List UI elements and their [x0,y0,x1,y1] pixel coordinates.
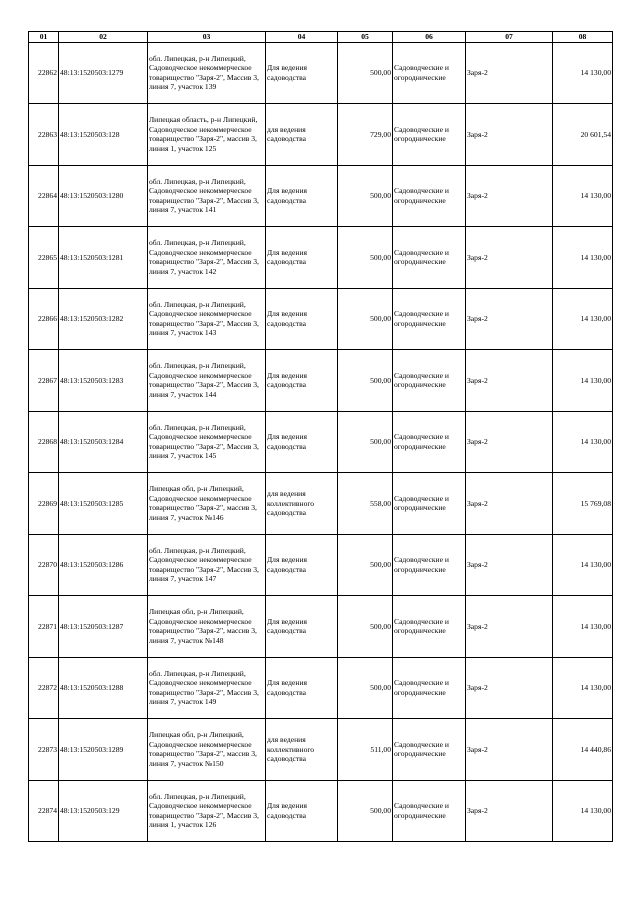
cell-area: 511,00 [338,719,393,781]
cell-locality: Заря-2 [466,534,553,596]
cell-record-id: 22873 [29,719,59,781]
cell-land-category: Садоводческие и огороднические [393,473,466,535]
cell-area: 500,00 [338,288,393,350]
cell-permitted-use: Для ведения садоводства [266,780,338,842]
column-header-06: 06 [393,32,466,43]
cell-permitted-use: Для ведения садоводства [266,596,338,658]
cell-permitted-use: Для ведения садоводства [266,165,338,227]
cell-locality: Заря-2 [466,473,553,535]
cell-locality: Заря-2 [466,288,553,350]
address-text: обл. Липецкая, р-н Липецкий, Садоводческое некоммерческое товарищество "Заря-2", Массив 3, линия 7, участок 145 [149,422,259,461]
cell-address [148,719,266,781]
cell-address [148,780,266,842]
table-row [29,42,613,104]
cell-permitted-use: для ведения садоводства [266,104,338,166]
table-header [29,32,613,43]
address-text: Липецкая обл, р-н Липецкий, Садоводческое некоммерческое товарищество "Заря-2", массив 3, линия 7, участок №146 [149,484,257,522]
cell-cadastral-value: 14 130,00 [553,227,613,289]
cell-cadastral-value: 20 601,54 [553,104,613,166]
header-row [29,32,613,43]
cell-area: 500,00 [338,411,393,473]
cell-cadastral-number: 48:13:1520503:1284 [59,411,148,473]
cell-locality: Заря-2 [466,657,553,719]
cell-locality: Заря-2 [466,411,553,473]
cell-land-category: Садоводческие и огороднические [393,534,466,596]
table-row [29,657,613,719]
column-header-01: 01 [29,32,59,43]
cell-locality: Заря-2 [466,596,553,658]
column-header-07: 07 [466,32,553,43]
cell-land-category: Садоводческие и огороднические [393,780,466,842]
cell-land-category: Садоводческие и огороднические [393,657,466,719]
cell-area: 500,00 [338,534,393,596]
table-row [29,227,613,289]
cell-address [148,165,266,227]
cell-area: 558,00 [338,473,393,535]
cell-permitted-use: Для ведения садоводства [266,657,338,719]
cell-cadastral-number: 48:13:1520503:1281 [59,227,148,289]
cell-area: 500,00 [338,780,393,842]
cell-land-category: Садоводческие и огороднические [393,288,466,350]
address-text: обл. Липецкая, р-н Липецкий, Садоводческое некоммерческое товарищество "Заря-2", Массив 3, линия 7, участок 141 [149,176,259,215]
cell-address [148,411,266,473]
address-text: обл. Липецкая, р-н Липецкий, Садоводческое некоммерческое товарищество "Заря-2", Массив 3, линия 7, участок 142 [149,238,259,276]
address-text: обл. Липецкая, р-н Липецкий, Садоводческое некоммерческое товарищество "Заря-2", Массив 3, линия 7, участок 149 [149,668,259,707]
address-text: Липецкая обл, р-н Липецкий, Садоводческое некоммерческое товарищество "Заря-2", массив 3, линия 7, участок №150 [149,730,257,768]
cell-address [148,104,266,166]
cell-land-category: Садоводческие и огороднические [393,719,466,781]
cell-cadastral-number: 48:13:1520503:1289 [59,719,148,781]
cell-permitted-use: Для ведения садоводства [266,411,338,473]
cell-record-id: 22869 [29,473,59,535]
cell-cadastral-value: 14 130,00 [553,165,613,227]
cell-record-id: 22866 [29,288,59,350]
cell-locality: Заря-2 [466,165,553,227]
table-row [29,411,613,473]
cell-area: 500,00 [338,165,393,227]
cell-area: 500,00 [338,657,393,719]
cell-locality: Заря-2 [466,104,553,166]
cell-record-id: 22864 [29,165,59,227]
cell-record-id: 22870 [29,534,59,596]
cell-locality: Заря-2 [466,350,553,412]
cell-cadastral-value: 15 769,08 [553,473,613,535]
cell-address [148,596,266,658]
cell-cadastral-number: 48:13:1520503:1287 [59,596,148,658]
address-text: обл. Липецкая, р-н Липецкий, Садоводческое некоммерческое товарищество "Заря-2", Массив 3, линия 1, участок 126 [149,791,259,830]
cell-locality: Заря-2 [466,780,553,842]
table-row [29,780,613,842]
cell-record-id: 22862 [29,42,59,104]
cell-record-id: 22871 [29,596,59,658]
table-row [29,534,613,596]
column-header-05: 05 [338,32,393,43]
cell-cadastral-number: 48:13:1520503:1282 [59,288,148,350]
address-text: обл. Липецкая, р-н Липецкий, Садоводческое некоммерческое товарищество "Заря-2", Массив 3, линия 7, участок 139 [149,53,259,92]
cell-area: 729,00 [338,104,393,166]
table-row [29,104,613,166]
cell-land-category: Садоводческие и огороднические [393,350,466,412]
cell-permitted-use: Для ведения садоводства [266,288,338,350]
table-row [29,350,613,412]
cell-cadastral-value: 14 130,00 [553,288,613,350]
cell-cadastral-value: 14 130,00 [553,657,613,719]
cell-cadastral-number: 48:13:1520503:128 [59,104,148,166]
cell-land-category: Садоводческие и огороднические [393,42,466,104]
table-row [29,473,613,535]
address-text: обл. Липецкая, р-н Липецкий, Садоводческое некоммерческое товарищество "Заря-2", Массив 3, линия 7, участок 147 [149,545,259,584]
column-header-03: 03 [148,32,266,43]
cell-permitted-use: Для ведения садоводства [266,227,338,289]
cell-cadastral-number: 48:13:1520503:129 [59,780,148,842]
table-body [29,42,613,842]
cell-cadastral-number: 48:13:1520503:1288 [59,657,148,719]
address-text: обл. Липецкая, р-н Липецкий, Садоводческое некоммерческое товарищество "Заря-2", Массив 3, линия 7, участок 143 [149,299,259,338]
cell-land-category: Садоводческие и огороднические [393,104,466,166]
table-row [29,288,613,350]
cell-address [148,227,266,289]
cell-record-id: 22868 [29,411,59,473]
table-row [29,596,613,658]
cell-area: 500,00 [338,227,393,289]
cell-area: 500,00 [338,42,393,104]
column-header-04: 04 [266,32,338,43]
cell-cadastral-value: 14 130,00 [553,780,613,842]
cell-land-category: Садоводческие и огороднические [393,411,466,473]
address-text: Липецкая область, р-н Липецкий, Садоводческое некоммерческое товарищество "Заря-2", массив 3, линия 1, участок 125 [149,115,258,153]
address-text: Липецкая обл, р-н Липецкий, Садоводческое некоммерческое товарищество "Заря-2", массив 3, линия 7, участок №148 [149,607,257,645]
cell-record-id: 22867 [29,350,59,412]
cell-record-id: 22872 [29,657,59,719]
cell-cadastral-value: 14 440,86 [553,719,613,781]
cell-locality: Заря-2 [466,719,553,781]
cell-address [148,473,266,535]
cell-permitted-use: Для ведения садоводства [266,42,338,104]
cell-cadastral-value: 14 130,00 [553,534,613,596]
cell-locality: Заря-2 [466,42,553,104]
cell-cadastral-value: 14 130,00 [553,350,613,412]
cell-permitted-use: Для ведения садоводства [266,350,338,412]
cell-cadastral-number: 48:13:1520503:1279 [59,42,148,104]
cell-cadastral-value: 14 130,00 [553,596,613,658]
address-text: обл. Липецкая, р-н Липецкий, Садоводческое некоммерческое товарищество "Заря-2", Массив 3, линия 7, участок 144 [149,361,259,399]
cell-address [148,534,266,596]
cell-cadastral-value: 14 130,00 [553,411,613,473]
cell-permitted-use: для ведения коллективного садоводства [266,473,338,535]
table-row [29,719,613,781]
cell-cadastral-number: 48:13:1520503:1286 [59,534,148,596]
cell-cadastral-value: 14 130,00 [553,42,613,104]
cell-permitted-use: Для ведения садоводства [266,534,338,596]
cell-address [148,657,266,719]
cell-cadastral-number: 48:13:1520503:1280 [59,165,148,227]
cell-record-id: 22865 [29,227,59,289]
land-register-table [28,31,613,842]
cell-area: 500,00 [338,350,393,412]
cell-record-id: 22874 [29,780,59,842]
cell-permitted-use: для ведения коллективного садоводства [266,719,338,781]
cell-locality: Заря-2 [466,227,553,289]
column-header-08: 08 [553,32,613,43]
cell-record-id: 22863 [29,104,59,166]
cell-area: 500,00 [338,596,393,658]
cell-land-category: Садоводческие и огороднические [393,227,466,289]
cell-address [148,42,266,104]
table-row [29,165,613,227]
cell-address [148,288,266,350]
cell-land-category: Садоводческие и огороднические [393,165,466,227]
column-header-02: 02 [59,32,148,43]
cell-land-category: Садоводческие и огороднические [393,596,466,658]
cell-address [148,350,266,412]
cell-cadastral-number: 48:13:1520503:1285 [59,473,148,535]
cell-cadastral-number: 48:13:1520503:1283 [59,350,148,412]
